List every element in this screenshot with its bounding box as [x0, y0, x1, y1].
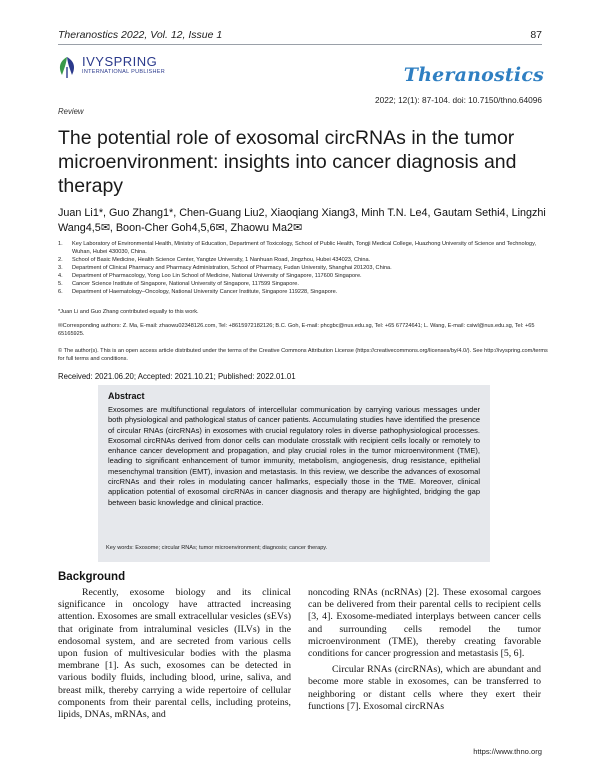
abstract-box	[98, 385, 490, 562]
publisher-logo[interactable]	[56, 53, 196, 81]
affiliation-item: 4. Department of Pharmacology, Yong Loo Lin School of Medicine, National University of Singapore, 117600 Singapore.	[58, 273, 362, 279]
affiliations	[58, 240, 548, 296]
body-paragraph: Recently, exosome biology and its clinical significance in oncology have attracted increasing attention. Exosomes are small extracellular vesicles (sEVs) that originate from intraluminal vesicles (ILVs) in the endosomal system, and are secreted from various cells upon fusion of multivesicular bodies with the plasma membrane [1]. As such, exosomes can be detected in various bodily fluids, including blood, urine, saliva, and breast milk, thereby carrying a wide repertoire of cellular components from their parental cells, including proteins, lipids, DNAs, mRNAs, and	[58, 587, 291, 721]
abstract-heading: Abstract	[108, 391, 145, 401]
publisher-subtitle: INTERNATIONAL PUBLISHER	[82, 69, 165, 75]
author-list: Juan Li1*, Guo Zhang1*, Chen-Guang Liu2, Xiaoqiang Xiang3, Minh T.N. Le4, Gautam Sethi4, Lingzhi Wang4,5✉, Boon-Cher Goh4,5,6✉, Zhaowu Ma2✉	[58, 207, 546, 234]
abstract-text: Exosomes are multifunctional regulators of intercellular communication by carrying various messages under both physiological and pathological status of cancer patients. Accumulating studies have identified the presence of circular RNAs (circRNAs) in exosomes with crucial regulatory roles in diverse pathophysiological processes. Exosomal circRNAs derived from donor cells can modulate crosstalk with recipient cells locally or remotely to enhance cancer development and propagation, and play crucial roles in the tumor microenvironment (TME), leading to significant enhancement of tumor immunity, metabolism, angiogenesis, drug resistance, epithelial mesenchymal transition (EMT), invasion and metastasis. In this review, we describe the advances of exosomal circRNAs and their roles in modulating cancer hallmarks, especially those in the TME. Moreover, clinical application potential of exosomal circRNAs in cancer diagnosis and therapy are highlighted, bridging the gap between basic knowledge and clinical practice.	[108, 405, 480, 507]
publisher-name: IVYSPRING	[82, 54, 158, 69]
body-column-left	[58, 587, 291, 721]
equal-contribution-note: *Juan Li and Guo Zhang contributed equally to this work.	[58, 309, 199, 315]
body-paragraph: Circular RNAs (circRNAs), which are abundant and become more stable in exosomes, can be transferred to neighboring or distant cells where they exert their functions [7]. Exosomal circRNAs	[308, 664, 541, 712]
license-statement[interactable]: © The author(s). This is an open access article distributed under the terms of the Creative Commons Attribution License (https://creativecommons.org/licenses/by/4.0/). See http://ivyspring.com/terms for full terms and conditions.	[58, 348, 548, 362]
citation-doi: 2022; 12(1): 87-104. doi: 10.7150/thno.64096	[375, 95, 542, 105]
affiliation-item: 3. Department of Clinical Pharmacy and Pharmacy Administration, School of Pharmacy, Fudan University, Shanghai 201203, China.	[58, 265, 392, 271]
article-title: The potential role of exosomal circRNAs in the tumor microenvironment: insights into cancer diagnosis and therapy	[58, 127, 517, 197]
running-header-journal: Theranostics 2022, Vol. 12, Issue 1	[58, 29, 223, 41]
keywords: Key words: Exosome; circular RNAs; tumor microenvironment; diagnosis; cancer therapy.	[106, 545, 328, 551]
affiliation-item: 2. School of Basic Medicine, Health Science Center, Yangtze University, 1 Nanhuan Road, Jingzhou, Hubei 434023, China.	[58, 257, 371, 263]
body-paragraph: noncoding RNAs (ncRNAs) [2]. These exosomal cargoes can be delivered from their parental cells to recipient cells [3, 4]. Exosome-mediated interplays between cancer cells and surrounding cells remodel the tumor microenvironment (TME), thereby creating favorable conditions for cancer progression and metastasis [5, 6].	[308, 587, 541, 660]
header-divider	[58, 44, 542, 45]
affiliation-item: 5. Cancer Science Institute of Singapore, National University of Singapore, 117599 Singapore.	[58, 281, 299, 287]
corresponding-authors[interactable]: ✉Corresponding authors: Z. Ma, E-mail: zhaowu02348126.com, Tel: +8615972182126; B.C. Goh, E-mail: phcgbc@nus.edu.sg, Tel: +65 67724641; L. Wang, E-mail: csiwl@nus.edu.sg, Tel: +65 65165925.	[58, 323, 535, 337]
page-number: 87	[530, 29, 542, 41]
journal-logo[interactable]: Theranostics	[403, 64, 544, 86]
affiliation-item: 6. Department of Haematology–Oncology, National University Cancer Institute, Singapore 119228, Singapore.	[58, 289, 338, 295]
article-type: Review	[58, 107, 84, 116]
footer-url-link[interactable]: https://www.thno.org	[473, 747, 542, 756]
body-column-right	[308, 587, 541, 713]
ivyspring-leaf-icon	[56, 55, 78, 79]
background-heading: Background	[58, 571, 126, 583]
affiliation-item: 1. Key Laboratory of Environmental Health, Ministry of Education, Department of Toxicology, School of Public Health, Tongji Medical College, Huazhong University of Science and Technology, Wuhan, Hubei 430030, China.	[58, 241, 537, 255]
publication-dates: Received: 2021.06.20; Accepted: 2021.10.21; Published: 2022.01.01	[58, 372, 296, 381]
